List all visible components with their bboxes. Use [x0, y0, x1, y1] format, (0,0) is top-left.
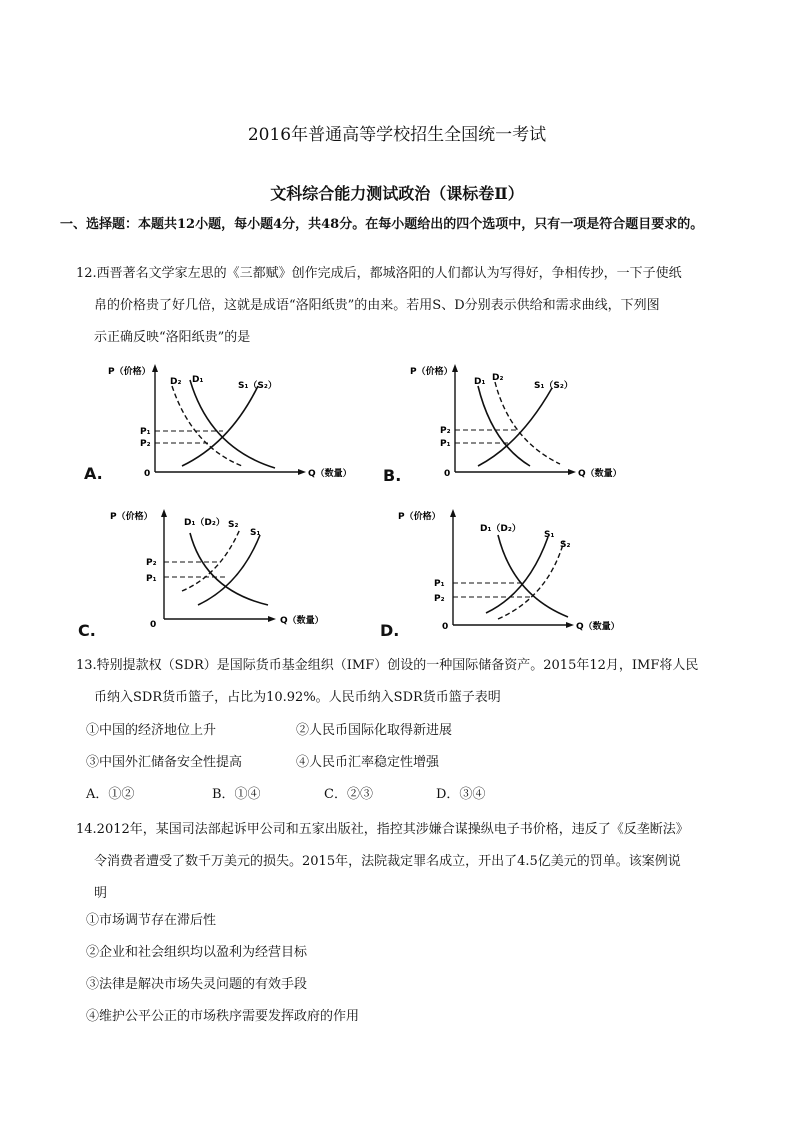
question-13 — [76, 650, 756, 714]
section-instructions: 一、选择题：本题共12小题，每小题4分，共48分。在每小题给出的四个选项中，只有一项是符合题目要求的。 — [60, 217, 704, 232]
graph-b-d2-label: D₂ — [492, 373, 504, 383]
graph-c-s2-label: S₂ — [228, 520, 239, 530]
graph-a — [100, 358, 352, 482]
graph-c-s1-label: S₁ — [250, 528, 261, 538]
graph-b-p2: P₂ — [440, 426, 451, 436]
graph-c-origin: 0 — [150, 620, 157, 630]
q14-item-3: ③法律是解决市场失灵问题的有效手段 — [86, 977, 308, 992]
graph-d-s2-curve — [498, 541, 564, 619]
graph-d-d-curve — [498, 535, 571, 617]
graph-b-d1-curve — [478, 386, 530, 466]
graph-d-s1-curve — [486, 537, 548, 613]
graph-a-origin: 0 — [144, 469, 151, 479]
graph-a-d-right-curve — [190, 380, 275, 468]
graph-a-p2: P₂ — [140, 439, 151, 449]
graph-a-d-left-label: D₂ — [170, 377, 182, 387]
question-14 — [76, 814, 776, 910]
q14-line3: 明 — [94, 886, 108, 901]
graph-c — [110, 505, 350, 633]
graph-a-d-right-label: D₁ — [192, 375, 204, 385]
graph-b-p1: P₁ — [440, 439, 451, 449]
q13-item-1: ①中国的经济地位上升 — [86, 723, 217, 738]
q14-item-1: ①市场调节存在滞后性 — [86, 913, 217, 928]
q13-item-3: ③中国外汇储备安全性提高 — [86, 755, 243, 770]
graph-a-q-axis-label: Q（数量） — [308, 469, 352, 479]
graph-d — [398, 505, 648, 633]
graph-d-q-axis-label: Q（数量） — [576, 622, 620, 632]
exam-title: 2016年普通高等学校招生全国统一考试 — [247, 125, 547, 145]
graph-d-letter[interactable]: D. — [380, 621, 400, 640]
graph-d-d-label: D₁（D₂） — [480, 524, 521, 534]
graph-a-p1: P₁ — [140, 427, 151, 437]
graph-c-p-axis-label: P（价格） — [110, 512, 153, 522]
graph-b-s-label: S₁（S₂） — [534, 381, 573, 391]
graph-c-p1: P₁ — [146, 574, 157, 584]
q14-item-4: ④维护公平公正的市场秩序需要发挥政府的作用 — [86, 1009, 360, 1024]
graph-a-s-label: S₁（S₂） — [238, 381, 277, 391]
graph-c-d-label: D₁（D₂） — [184, 518, 225, 528]
q14-item-2: ②企业和社会组织均以盈利为经营目标 — [86, 945, 308, 960]
graph-b-origin: 0 — [444, 469, 451, 479]
graph-d-s2-label: S₂ — [560, 540, 571, 550]
graph-a-p-axis-label: P（价格） — [108, 367, 151, 377]
q12-line3: 示正确反映“洛阳纸贵”的是 — [94, 330, 251, 345]
graph-a-letter[interactable]: A. — [84, 464, 103, 483]
q13-item-4: ④人民币汇率稳定性增强 — [296, 755, 440, 770]
graph-d-p1: P₁ — [434, 579, 445, 589]
graph-c-p2: P₂ — [146, 558, 157, 568]
exam-subtitle: 文科综合能力测试政治（课标卷Ⅱ） — [270, 184, 524, 203]
graph-b-letter[interactable]: B. — [383, 466, 402, 485]
question-12 — [76, 258, 756, 354]
q13-choice-d[interactable]: D．③④ — [436, 787, 486, 802]
graph-c-letter[interactable]: C. — [78, 621, 96, 640]
graph-b-p-axis-label: P（价格） — [410, 367, 453, 377]
graph-b-d1-label: D₁ — [474, 377, 486, 387]
q12-line1: 12.西晋著名文学家左思的《三都赋》创作完成后，都城洛阳的人们都认为写得好，争相传抄，一下子使纸 — [76, 266, 682, 281]
q14-line1: 14.2012年，某国司法部起诉甲公司和五家出版社，指控其涉嫌合谋操纵电子书价格，违反了《反垄断法》 — [76, 822, 689, 837]
graph-b-q-axis-label: Q（数量） — [578, 469, 622, 479]
q12-line2: 帛的价格贵了好几倍，这就是成语“洛阳纸贵”的由来。若用S、D分别表示供给和需求曲线，下列图 — [94, 298, 660, 313]
graph-d-p2: P₂ — [434, 594, 445, 604]
q13-choice-c[interactable]: C．②③ — [324, 787, 373, 802]
graph-c-q-axis-label: Q（数量） — [280, 616, 324, 626]
q14-line2: 令消费者遭受了数千万美元的损失。2015年，法院裁定罪名成立，开出了4.5亿美元的罚单。该案例说 — [94, 854, 681, 869]
q13-line1: 13.特别提款权（SDR）是国际货币基金组织（IMF）创设的一种国际储备资产。2015年12月，IMF将人民 — [76, 658, 699, 673]
graph-b — [410, 358, 640, 482]
graph-d-p-axis-label: P（价格） — [398, 512, 441, 522]
q13-line2: 币纳入SDR货币篮子，占比为10.92%。人民币纳入SDR货币篮子表明 — [94, 690, 501, 705]
q13-choice-b[interactable]: B．①④ — [212, 787, 261, 802]
graph-d-s1-label: S₁ — [544, 530, 555, 540]
q13-choice-a[interactable]: A．①② — [86, 787, 135, 802]
q13-item-2: ②人民币国际化取得新进展 — [296, 723, 453, 738]
graph-d-origin: 0 — [442, 622, 449, 632]
